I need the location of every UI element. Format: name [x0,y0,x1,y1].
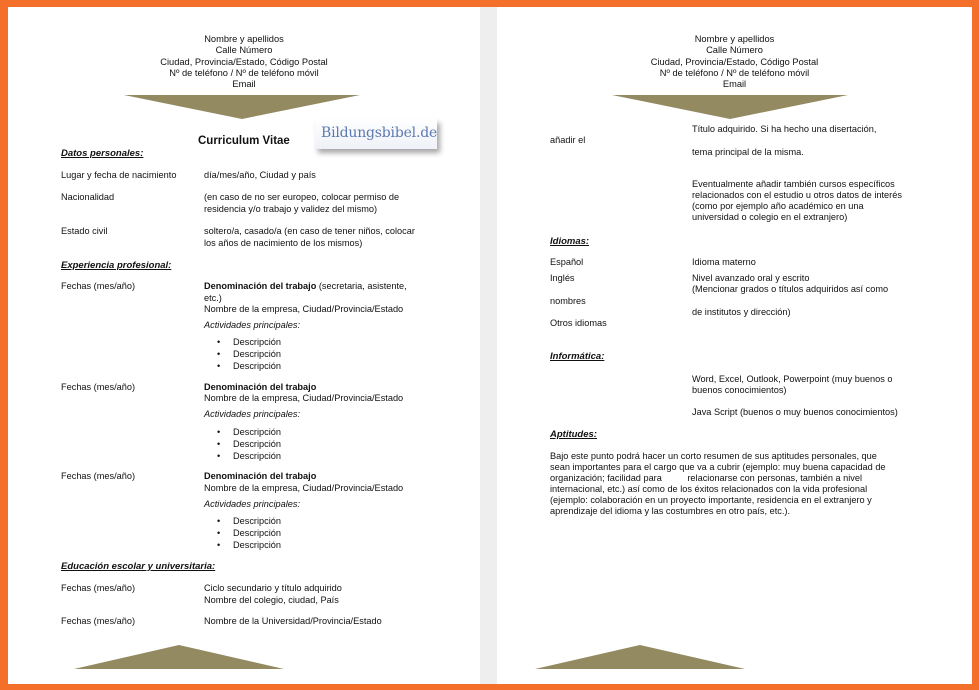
edu-1-line-2: Nombre del colegio, ciudad, País [204,595,339,605]
edu-2-line-1: Nombre de la Universidad/Provincia/Estado [204,616,382,626]
header-email: Email [232,79,256,90]
header-triangle [612,95,848,119]
header-street: Calle Número [706,45,763,56]
section-experiencia: Experiencia profesional: [61,260,172,271]
nombres-label: nombres [550,296,586,306]
job-2-company: Nombre de la empresa, Ciudad/Provincia/Estado [204,393,404,403]
list-item: • Descripción [204,348,281,360]
job-3-company: Nombre de la empresa, Ciudad/Provincia/Estado [204,483,404,493]
header-email: Email [722,79,747,90]
job-2-date: Fechas (mes/año) [61,382,136,392]
idioma-espanol-label: Español [550,257,584,267]
section-informatica: Informática: [550,351,605,362]
job-1-date: Fechas (mes/año) [61,281,136,291]
list-item: • Descripción [204,360,281,372]
section-educacion: Educación escolar y universitaria: [61,561,216,572]
job-1-title-line [204,281,407,293]
cursos-line-4: universidad o colegio en el extranjero) [692,212,848,222]
cv-page-right [497,7,972,684]
apt-line-3: organización; facilidad para relacionarse con personas, también a nivel [550,473,863,483]
apt-line-4: internacional, etc.) así como de los éxitos relacionados con la vida profesional [550,484,868,494]
header-city: Ciudad, Provincia/Estado, Código Postal [650,56,819,67]
job-2-activities: Actividades principales: [204,409,301,419]
list-item: • Descripción [204,426,281,438]
job-1-list [204,336,281,372]
bildungsbibel-logo [315,119,437,149]
info-line-1: Word, Excel, Outlook, Powerpoint (muy buenos o [692,374,893,384]
page-gap [480,7,497,684]
idioma-ingles-label: Inglés [550,273,575,283]
value-civil-1: soltero/a, casado/a (en caso de tener niños, colocar [204,226,415,236]
job-3-date: Fechas (mes/año) [61,471,136,481]
header-phone: Nº de teléfono / Nº de teléfono móvil [659,67,810,78]
section-aptitudes: Aptitudes: [550,429,597,440]
header-triangle [124,95,360,119]
header-name: Nombre y apellidos [204,34,284,44]
job-1-title-rest: (secretaria, asistente, [316,281,407,291]
java-line: Java Script (buenos o muy buenos conocimientos) [692,407,898,417]
footer-triangle [74,645,284,669]
header-street: Calle Número [215,45,273,56]
job-1-company: Nombre de la empresa, Ciudad/Provincia/Estado [204,304,404,314]
job-3-list [204,515,281,551]
job-2-title: Denominación del trabajo [204,382,317,392]
page-title: Curriculum Vitae [198,135,290,147]
apt-line-1: Bajo este punto podrá hacer un corto resumen de sus aptitudes personales, que [550,451,877,461]
list-item: • Descripción [204,336,281,348]
value-civil-2: los años de nacimiento de los mismos) [204,238,363,248]
list-item: • Descripción [204,438,281,450]
contact-header [497,34,972,90]
value-nationality-1: (en caso de no ser europeo, colocar permiso de [204,192,400,202]
idioma-ingles-line2: (Mencionar grados o títulos adquiridos así como [692,284,889,294]
value-nationality-2: residencia y/o trabajo y validez del mismo) [204,204,378,214]
list-item: • Descripción [204,515,281,527]
institutos-line: de institutos y dirección) [692,307,791,317]
section-idiomas: Idiomas: [550,236,590,247]
idioma-ingles-value: Nivel avanzado oral y escrito [692,273,810,283]
cursos-line-1: Eventualmente añadir también cursos específicos [692,179,895,189]
info-line-2: buenos conocimientos) [692,385,787,395]
edu-1-date: Fechas (mes/año) [61,583,136,593]
anadir-label: añadir el [550,135,586,145]
contact-header [8,34,480,90]
job-3-title: Denominación del trabajo [204,471,317,481]
header-name: Nombre y apellidos [694,34,775,44]
header-phone: Nº de teléfono / Nº de teléfono móvil [169,67,319,78]
cursos-line-2: relacionados con el estudio u otros datos de interés [692,190,902,200]
footer-triangle [535,645,745,669]
apt-line-5: (ejemplo: colaboración en un proyecto importante, residencia en el extranjero y [550,495,872,505]
edu-1-line-1: Ciclo secundario y título adquirido [204,583,342,593]
job-1-title: Denominación del trabajo [204,281,317,291]
apt-line-2: sean importantes para el cargo que va a cubrir (ejemplo: muy buena capacidad de [550,462,886,472]
list-item: • Descripción [204,527,281,539]
cv-page-left [8,7,480,684]
header-city: Ciudad, Provincia/Estado, Código Postal [160,56,328,67]
edu-2-date: Fechas (mes/año) [61,616,136,626]
logo-text: Bildungsbibel.de [321,125,438,141]
section-datos-personales: Datos personales: [61,148,144,159]
label-civil: Estado civil [61,226,108,236]
value-birth: día/mes/año, Ciudad y país [204,170,316,180]
title-adquirido: Título adquirido. Si ha hecho una disertación, [692,124,877,134]
apt-line-6: aprendizaje del idioma y las costumbres en otro país, etc.). [550,506,791,516]
list-item: • Descripción [204,539,281,551]
label-birth: Lugar y fecha de nacimiento [61,170,177,180]
label-nationality: Nacionalidad [61,192,115,202]
list-item: • Descripción [204,450,281,462]
job-2-list [204,426,281,462]
tema-principal: tema principal de la misma. [692,147,804,157]
cursos-line-3: (como por ejemplo año académico en una [692,201,864,211]
idioma-espanol-value: Idioma materno [692,257,756,267]
job-1-title-line2: etc.) [204,293,222,303]
otros-idiomas-label: Otros idiomas [550,318,607,328]
job-1-activities: Actividades principales: [204,320,301,330]
job-3-activities: Actividades principales: [204,499,301,509]
